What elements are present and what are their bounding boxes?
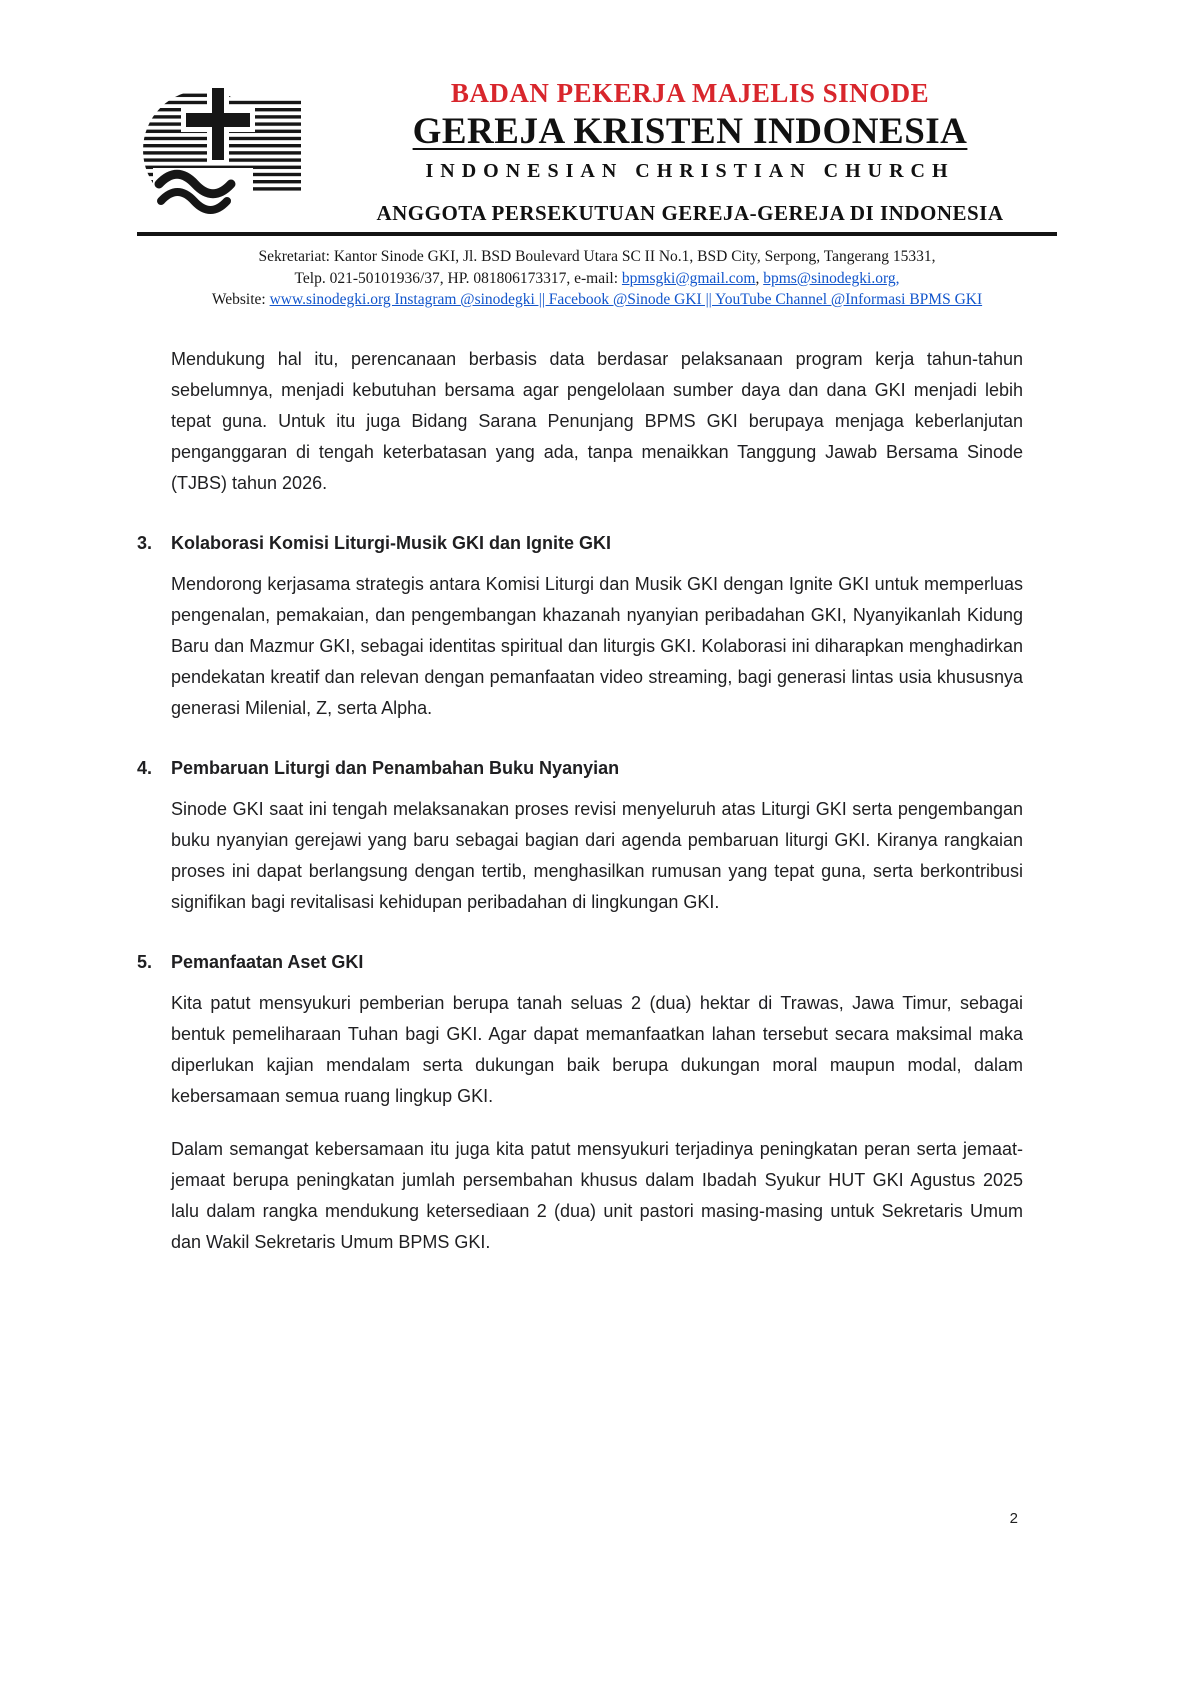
organization-name-english: INDONESIAN CHRISTIAN CHURCH: [425, 160, 955, 182]
website-label: Website:: [211, 291, 270, 308]
website-social-links[interactable]: www.sinodegki.org Instagram @sinodegki || Facebook @Sinode GKI || YouTube Channel @Informasi BPMS GKI: [269, 291, 983, 308]
section-5: [137, 947, 1023, 1258]
contact-phone-text: Telp. 021-50101936/37, HP. 081806173317, e-mail:: [294, 269, 622, 287]
document-body: [137, 344, 1023, 1258]
contact-block: [118, 246, 1076, 311]
section-paragraph: Mendorong kerjasama strategis antara Komisi Liturgi dan Musik GKI dengan Ignite GKI untuk memperluas pengenalan, pemakaian, dan pengembangan khazanah nyanyian peribadahan GKI, Nyanyikanlah Kidung Baru dan Mazmur GKI, sebagai identitas spiritual dan liturgis GKI. Kolaborasi ini diharapkan menghadirkan pendekatan kreatif dan relevan dengan pemanfaatan video streaming, bagi generasi lintas usia khususnya generasi Milenial, Z, serta Alpha.: [171, 574, 1023, 718]
email-separator: ,: [755, 269, 764, 287]
section-number: 3.: [137, 533, 153, 553]
membership-line: ANGGOTA PERSEKUTUAN GEREJA-GEREJA DI INDONESIA: [376, 201, 1004, 225]
section-paragraph: Kita patut mensyukuri pemberian berupa tanah seluas 2 (dua) hektar di Trawas, Jawa Timur, sebagai bentuk pemeliharaan Tuhan bagi GKI. Agar dapat memanfaatkan lahan tersebut secara maksimal maka diperlukan kajian mendalam serta dukungan baik berupa dukungan moral maupun modal, dalam kebersamaan semua ruang lingkup GKI.: [171, 993, 1023, 1106]
contact-website-line: [118, 289, 1076, 311]
organization-name: GEREJA KRISTEN INDONESIA: [412, 111, 968, 152]
section-paragraph: Dalam semangat kebersamaan itu juga kita patut mensyukuri terjadinya peningkatan peran serta jemaat-jemaat berupa peningkatan jumlah persembahan khusus dalam Ibadah Syukur HUT GKI Agustus 2025 lalu dalam rangka mendukung ketersediaan 2 (dua) unit pastori masing-masing untuk Sekretaris Umum dan Wakil Sekretaris Umum BPMS GKI.: [171, 1139, 1023, 1252]
letterhead-divider: [137, 232, 1057, 236]
section-3: [137, 528, 1023, 724]
section-title: Kolaborasi Komisi Liturgi-Musik GKI dan Ignite GKI: [171, 533, 612, 553]
church-logo-icon: [137, 72, 309, 224]
section-paragraph: Sinode GKI saat ini tengah melaksanakan proses revisi menyeluruh atas Liturgi GKI serta pengembangan buku nyanyian gerejawi yang baru sebagai bagian dari agenda pembaruan liturgi GKI. Kiranya rangkaian proses ini dapat berlangsung dengan tertib, menghasilkan rumusan yang tepat guna, serta berkontribusi signifikan bagi revitalisasi kehidupan peribadahan di lingkungan GKI.: [171, 799, 1023, 912]
section-number: 5.: [137, 952, 153, 972]
organization-super-title: BADAN PEKERJA MAJELIS SINODE: [450, 78, 930, 108]
section-heading: [137, 947, 1023, 978]
section-title: Pembaruan Liturgi dan Penambahan Buku Nyanyian: [171, 758, 620, 778]
contact-phone-line: [118, 268, 1076, 290]
intro-paragraph: Mendukung hal itu, perencanaan berbasis data berdasar pelaksanaan program kerja tahun-tahun sebelumnya, menjadi kebutuhan bersama agar pengelolaan sumber daya dan dana GKI menjadi lebih tepat guna. Untuk itu juga Bidang Sarana Penunjang BPMS GKI berupaya menjaga keberlanjutan penganggaran di tengah keterbatasan yang ada, tanpa menaikkan Tanggung Jawab Bersama Sinode (TJBS) tahun 2026.: [171, 349, 1023, 493]
section-title: Pemanfaatan Aset GKI: [171, 952, 364, 972]
section-heading: [137, 753, 1023, 784]
section-4: [137, 753, 1023, 918]
letterhead-text: [323, 72, 1057, 226]
section-heading: [137, 528, 1023, 559]
email-link-1[interactable]: bpmsgki@gmail.com: [621, 269, 756, 287]
contact-address-line: Sekretariat: Kantor Sinode GKI, Jl. BSD Boulevard Utara SC II No.1, BSD City, Serpong, Tangerang 15331,: [258, 248, 936, 265]
letterhead: [137, 72, 1057, 226]
page-number: 2: [1009, 1510, 1018, 1527]
section-number: 4.: [137, 758, 153, 778]
email-link-2[interactable]: bpms@sinodegki.org,: [763, 269, 900, 287]
